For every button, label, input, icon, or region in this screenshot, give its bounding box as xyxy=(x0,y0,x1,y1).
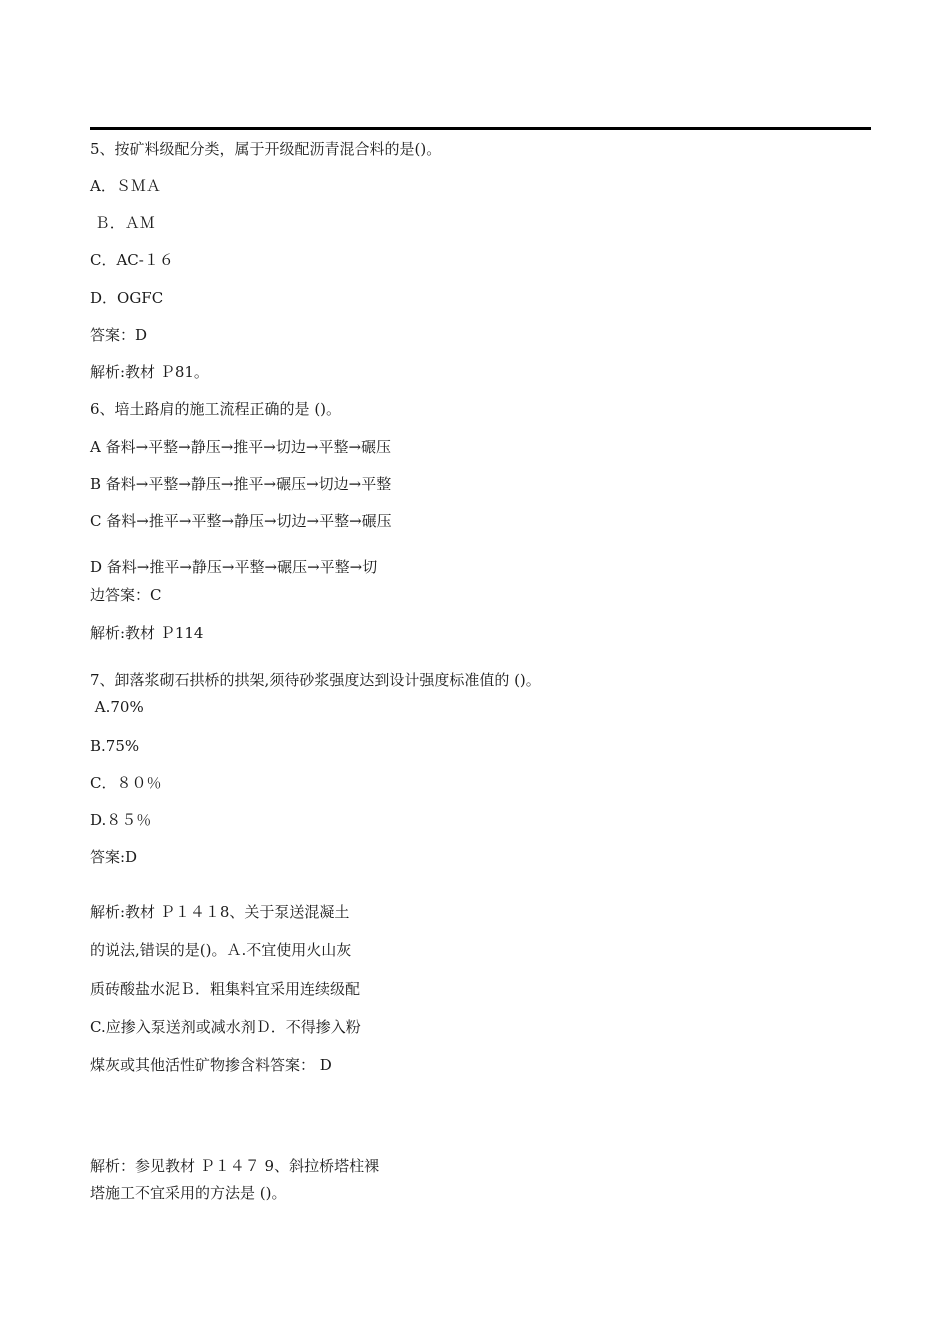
option-6a: A 备料→平整→静压→推平→切边→平整→碾压 xyxy=(90,438,392,456)
question-7: 7、卸落浆砌石拱桥的拱架,须待砂浆强度达到设计强度标准值的 ()。 xyxy=(90,671,541,689)
option-7b: B.75% xyxy=(90,737,140,755)
answer-5: 答案：D xyxy=(90,326,148,344)
option-7d: D.８５％ xyxy=(90,811,152,829)
question-6: 6、培土路肩的施工流程正确的是 ()。 xyxy=(90,400,342,418)
explanation-6: 解析:教材 Ｐ114 xyxy=(90,624,204,642)
question-8-line-4: C.应掺入泵送剂或减水剂Ｄ．不得掺入粉 xyxy=(90,1018,361,1036)
option-5d: D．OGFC xyxy=(90,289,164,307)
explanation-5: 解析:教材 Ｐ81。 xyxy=(90,363,209,381)
question-8-line-3: 质砖酸盐水泥Ｂ．粗集料宜采用连续级配 xyxy=(90,980,361,998)
option-6d: D 备料→推平→静压→平整→碾压→平整→切 xyxy=(90,558,378,576)
question-9-line-2: 塔施工不宜采用的方法是 ()。 xyxy=(90,1184,287,1202)
option-5c: C．AC-１６ xyxy=(90,251,174,269)
explanation-7-question-8: 解析:教材 Ｐ１４１8、关于泵送混凝土 xyxy=(90,903,350,921)
answer-6: 边答案：C xyxy=(90,586,162,604)
option-6c: C 备料→推平→平整→静压→切边→平整→碾压 xyxy=(90,512,392,530)
option-5a: A．ＳＭＡ xyxy=(90,177,161,195)
answer-7: 答案:D xyxy=(90,848,138,866)
question-5: 5、按矿料级配分类，属于开级配沥青混合料的是()。 xyxy=(90,140,442,158)
question-8-line-2: 的说法,错误的是()。Ａ.不宜使用火山灰 xyxy=(90,941,352,959)
option-7a: A.70% xyxy=(90,698,144,716)
option-7c: C．８０％ xyxy=(90,774,162,792)
header-rule xyxy=(90,127,871,130)
question-8-line-5: 煤灰或其他活性矿物掺含料答案： D xyxy=(90,1056,332,1074)
explanation-8-question-9: 解析：参见教材 Ｐ１４７ 9、斜拉桥塔柱裸 xyxy=(90,1157,380,1175)
option-5b: Ｂ．ＡＭ xyxy=(90,214,155,232)
option-6b: B 备料→平整→静压→推平→碾压→切边→平整 xyxy=(90,475,392,493)
